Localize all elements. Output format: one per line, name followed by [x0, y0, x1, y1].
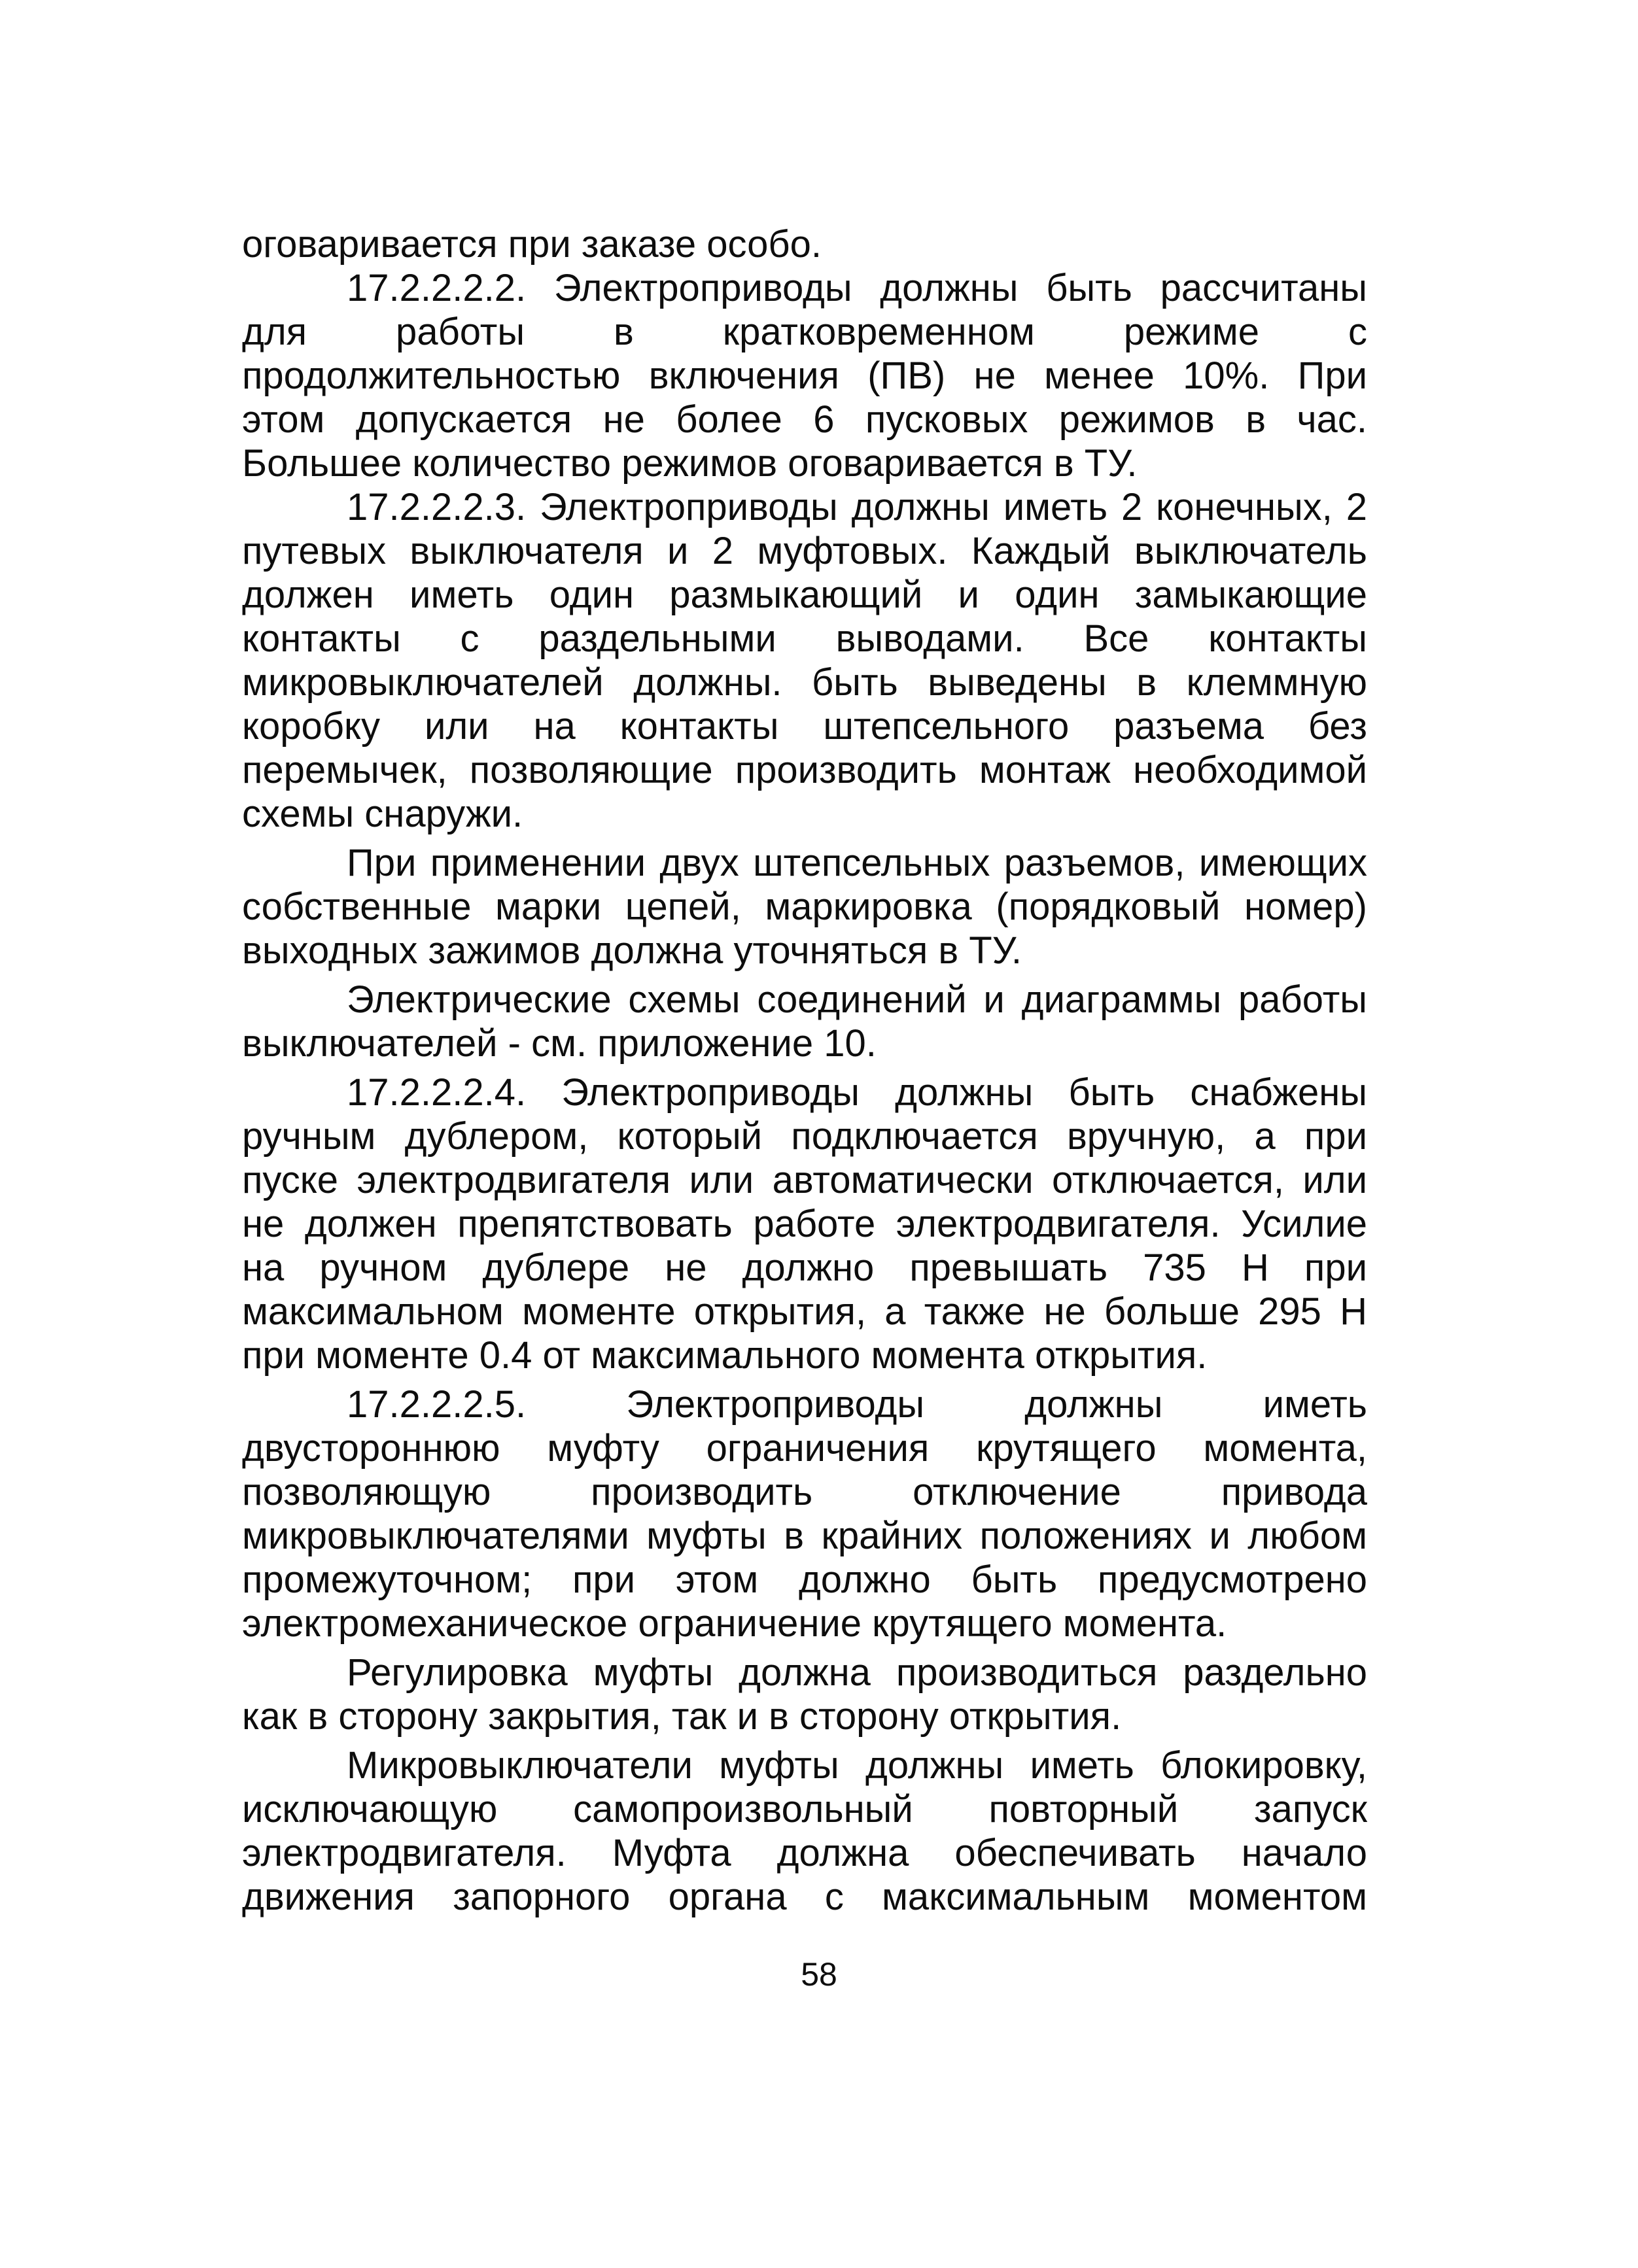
text-line: выключателей - см. приложение 10.: [242, 1022, 877, 1065]
text-line: контакты с раздельными выводами. Все контакты: [242, 617, 1367, 660]
text-line: не должен препятствовать работе электродвигателя. Усилие: [242, 1203, 1367, 1245]
body-text: [242, 222, 1367, 1919]
text-line: двустороннюю муфту ограничения крутящего момента,: [242, 1427, 1367, 1469]
text-line: как в сторону закрытия, так и в сторону открытия.: [242, 1695, 1122, 1738]
text-line: 17.2.2.2.2. Электроприводы должны быть рассчитаны: [347, 267, 1367, 309]
text-line: путевых выключателя и 2 муфтовых. Каждый выключатель: [242, 530, 1367, 572]
text-line: 17.2.2.2.5. Электроприводы должны иметь: [347, 1383, 1367, 1426]
text-line: 17.2.2.2.4. Электроприводы должны быть снабжены: [347, 1071, 1367, 1114]
text-line: промежуточном; при этом должно быть предусмотрено: [242, 1558, 1367, 1601]
page-number: 58: [801, 1956, 837, 1993]
text-line: ручным дублером, который подключается вручную, а при: [242, 1115, 1367, 1158]
text-line: должен иметь один размыкающий и один замыкающие: [242, 574, 1367, 616]
text-line: движения запорного органа с максимальным моментом: [242, 1876, 1367, 1918]
text-line: на ручном дублере не должно превышать 735 Н при: [242, 1246, 1367, 1289]
text-line: Электрические схемы соединений и диаграммы работы: [347, 978, 1367, 1021]
text-line: Регулировка муфты должна производиться раздельно: [347, 1651, 1367, 1694]
text-line: схемы снаружи.: [242, 793, 523, 835]
text-line: исключающую самопроизвольный повторный запуск: [242, 1788, 1367, 1830]
text-line: собственные марки цепей, маркировка (порядковый номер): [242, 885, 1367, 928]
text-line: оговаривается при заказе особо.: [242, 223, 822, 266]
text-line: электромеханическое ограничение крутящего момента.: [242, 1602, 1227, 1645]
text-line: этом допускается не более 6 пусковых режимов в час.: [242, 398, 1367, 441]
text-line: позволяющую производить отключение привода: [242, 1471, 1367, 1513]
text-line: перемычек, позволяющие производить монтаж необходимой: [242, 749, 1367, 791]
text-line: Микровыключатели муфты должны иметь блокировку,: [347, 1744, 1367, 1787]
text-line: Большее количество режимов оговаривается в ТУ.: [242, 442, 1138, 485]
text-line: продолжительностью включения (ПВ) не менее 10%. При: [242, 354, 1367, 397]
text-line: выходных зажимов должна уточняться в ТУ.: [242, 929, 1022, 972]
text-line: 17.2.2.2.3. Электроприводы должны иметь 2 конечных, 2: [347, 486, 1367, 528]
text-line: пуске электродвигателя или автоматически отключается, или: [242, 1159, 1367, 1201]
text-line: коробку или на контакты штепсельного разъема без: [242, 705, 1367, 747]
text-line: при моменте 0.4 от максимального момента открытия.: [242, 1334, 1208, 1377]
text-line: микровыключателей должны. быть выведены в клеммную: [242, 661, 1367, 704]
text-line: микровыключателями муфты в крайних положениях и любом: [242, 1515, 1367, 1557]
text-line: электродвигателя. Муфта должна обеспечивать начало: [242, 1832, 1367, 1874]
text-line: максимальном моменте открытия, а также не больше 295 Н: [242, 1290, 1367, 1333]
text-line: для работы в кратковременном режиме с: [242, 311, 1367, 353]
text-line: При применении двух штепсельных разъемов, имеющих: [347, 842, 1367, 884]
